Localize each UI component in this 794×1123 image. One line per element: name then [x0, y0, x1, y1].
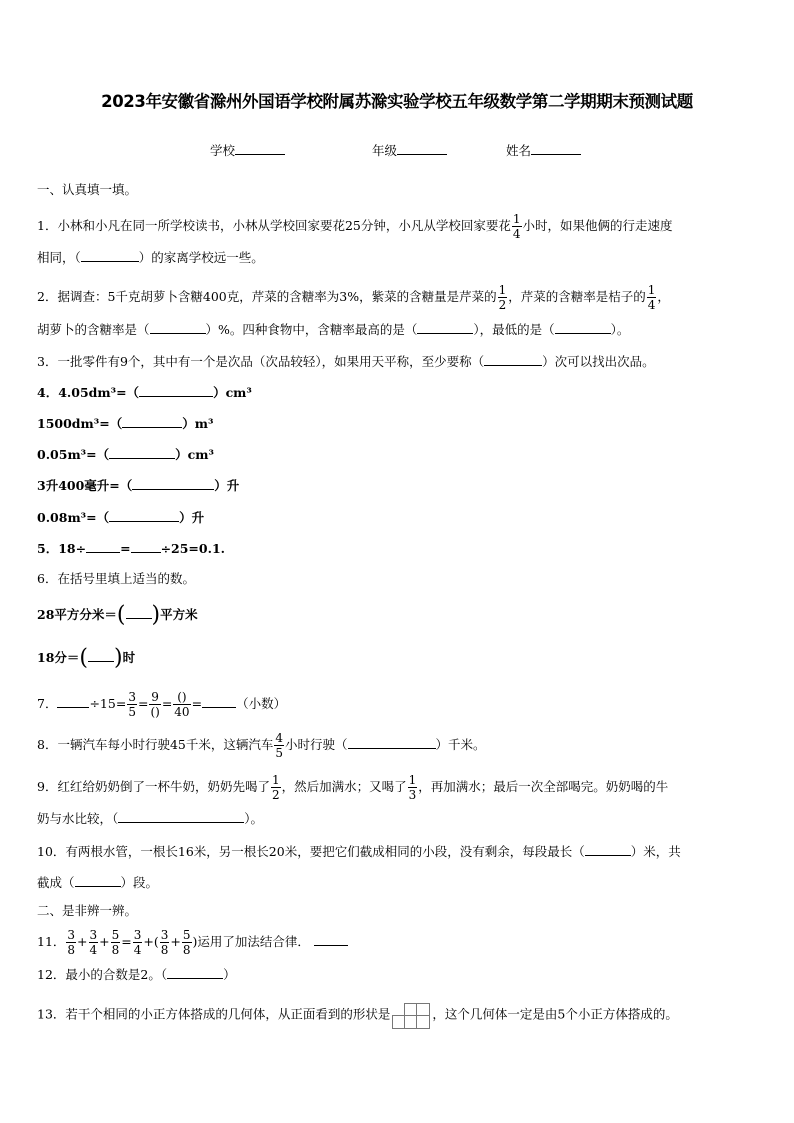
fraction: $\frac{1}{2}$ [498, 283, 507, 312]
answer-blank[interactable] [126, 610, 152, 619]
answer-blank[interactable] [167, 966, 223, 979]
question-9-cont: 奶与水比较，（ ）。 [37, 811, 264, 826]
question-3: 3．一批零件有9个，其中有一个是次品（次品较轻），如果用天平称，至少要称（ ）次可以找出次品。 [37, 354, 655, 369]
answer-blank[interactable] [131, 540, 161, 553]
fraction: $\frac{5}{8}$ [111, 928, 120, 957]
question-4c: 0.05m³=（ ）cm³ [37, 447, 214, 462]
section-1-heading: 一、认真填一填。 [37, 182, 138, 197]
name-field: 姓名 [506, 141, 581, 159]
question-6: 6．在括号里填上适当的数。 [37, 571, 195, 586]
answer-blank[interactable] [109, 509, 179, 522]
answer-blank[interactable] [139, 384, 213, 397]
answer-blank[interactable] [202, 695, 236, 708]
question-4a: 4．4.05dm³=（ ）cm³ [37, 385, 252, 400]
answer-blank[interactable] [122, 415, 182, 428]
question-4d: 3升400毫升=（ ）升 [37, 478, 240, 493]
fraction: $\frac{3}{8}$ [160, 928, 169, 957]
fraction: $\frac{1}{3}$ [408, 773, 417, 802]
answer-blank[interactable] [86, 540, 120, 553]
fraction: $\frac{1}{4}$ [647, 283, 656, 312]
question-2: 2．据调查：5千克胡萝卜含糖400克，芹菜的含糖率为3%，紫菜的含糖量是芹菜的 $\frac{1}{2}$ ，芹菜的含糖率是桔子的 $\frac{1}{4}$ ， [37, 283, 670, 312]
answer-blank[interactable] [555, 321, 611, 334]
question-6b: 18分＝( )时 [37, 645, 136, 671]
answer-blank[interactable] [484, 353, 542, 366]
question-10-cont: 截成（ ）段。 [37, 875, 159, 890]
fraction: $\frac{3}{8}$ [67, 928, 76, 957]
answer-blank[interactable] [88, 653, 114, 662]
question-13: 13．若干个相同的小正方体搭成的几何体，从正面看到的形状是 ，这个几何体一定是由5个小正方体搭成的。 [37, 1002, 678, 1028]
question-8: 8．一辆汽车每小时行驶45千米，这辆汽车 $\frac{4}{5}$ 小时行驶（ ）千米。 [37, 731, 486, 760]
answer-blank[interactable] [314, 933, 348, 946]
answer-blank[interactable] [132, 477, 214, 490]
question-5: 5．18÷ = ÷25=0.1. [37, 541, 226, 556]
question-4e: 0.08m³=（ ）升 [37, 510, 205, 525]
answer-blank[interactable] [150, 321, 206, 334]
grade-blank[interactable] [397, 142, 447, 155]
front-view-shape [390, 1002, 432, 1028]
answer-blank[interactable] [109, 446, 175, 459]
fraction: $\frac{3}{5}$ [128, 690, 136, 719]
question-4b: 1500dm³=（ ）m³ [37, 416, 214, 431]
question-1: 1．小林和小凡在同一所学校读书，小林从学校回家要花25分钟，小凡从学校回家要花 $\frac{1}{4}$ 小时，如果他俩的行走速度 [37, 212, 673, 241]
question-6a: 28平方分米＝( )平方米 [37, 602, 198, 628]
question-10: 10．有两根水管，一根长16米，另一根长20米，要把它们截成相同的小段，没有剩余，每段最长（ ）米，共 [37, 844, 681, 859]
page-title: 2023年安徽省滁州外国语学校附属苏滁实验学校五年级数学第二学期期末预测试题 [101, 92, 693, 111]
answer-blank[interactable] [118, 810, 244, 823]
school-blank[interactable] [235, 142, 285, 155]
fraction: $\frac{1}{4}$ [512, 212, 521, 241]
answer-blank[interactable] [585, 843, 631, 856]
school-field: 学校 [210, 141, 285, 159]
fraction: $\frac{9}{()}$ [150, 690, 160, 719]
question-1-cont: 相同，（ ）的家离学校远一些。 [37, 250, 264, 265]
fraction: $\frac{1}{2}$ [271, 773, 280, 802]
section-2-heading: 二、是非辨一辨。 [37, 903, 138, 918]
fraction: $\frac{4}{5}$ [275, 731, 284, 760]
fraction: $\frac{5}{8}$ [182, 928, 191, 957]
answer-blank[interactable] [75, 874, 121, 887]
question-9: 9．红红给奶奶倒了一杯牛奶，奶奶先喝了 $\frac{1}{2}$ ，然后加满水；又喝了 $\frac{1}{3}$ ，再加满水；最后一次全部喝完。奶奶喝的牛 [37, 773, 669, 802]
fraction: $\frac{()}{40}$ [174, 690, 190, 719]
answer-blank[interactable] [57, 695, 89, 708]
answer-blank[interactable] [417, 321, 473, 334]
fraction: $\frac{3}{4}$ [89, 928, 98, 957]
question-11: 11． $\frac{3}{8}$ + $\frac{3}{4}$ + $\frac{5}{8}$ = $\frac{3}{4}$ +( $\frac{3}{8}$ + $\frac{5}{8}$ )运用了加法结合律． [37, 928, 348, 957]
name-blank[interactable] [531, 142, 581, 155]
answer-blank[interactable] [348, 736, 436, 749]
answer-blank[interactable] [81, 249, 139, 262]
question-12: 12．最小的合数是2。（ ） [37, 967, 236, 982]
question-2-cont: 胡萝卜的含糖率是（ ）%。四种食物中，含糖率最高的是（ ），最低的是（ ）。 [37, 322, 630, 337]
grade-field: 年级 [372, 141, 447, 159]
question-7: 7． ÷15= $\frac{3}{5}$ = $\frac{9}{()}$ = $\frac{()}{40}$ = （小数） [37, 690, 287, 719]
fraction: $\frac{3}{4}$ [133, 928, 142, 957]
